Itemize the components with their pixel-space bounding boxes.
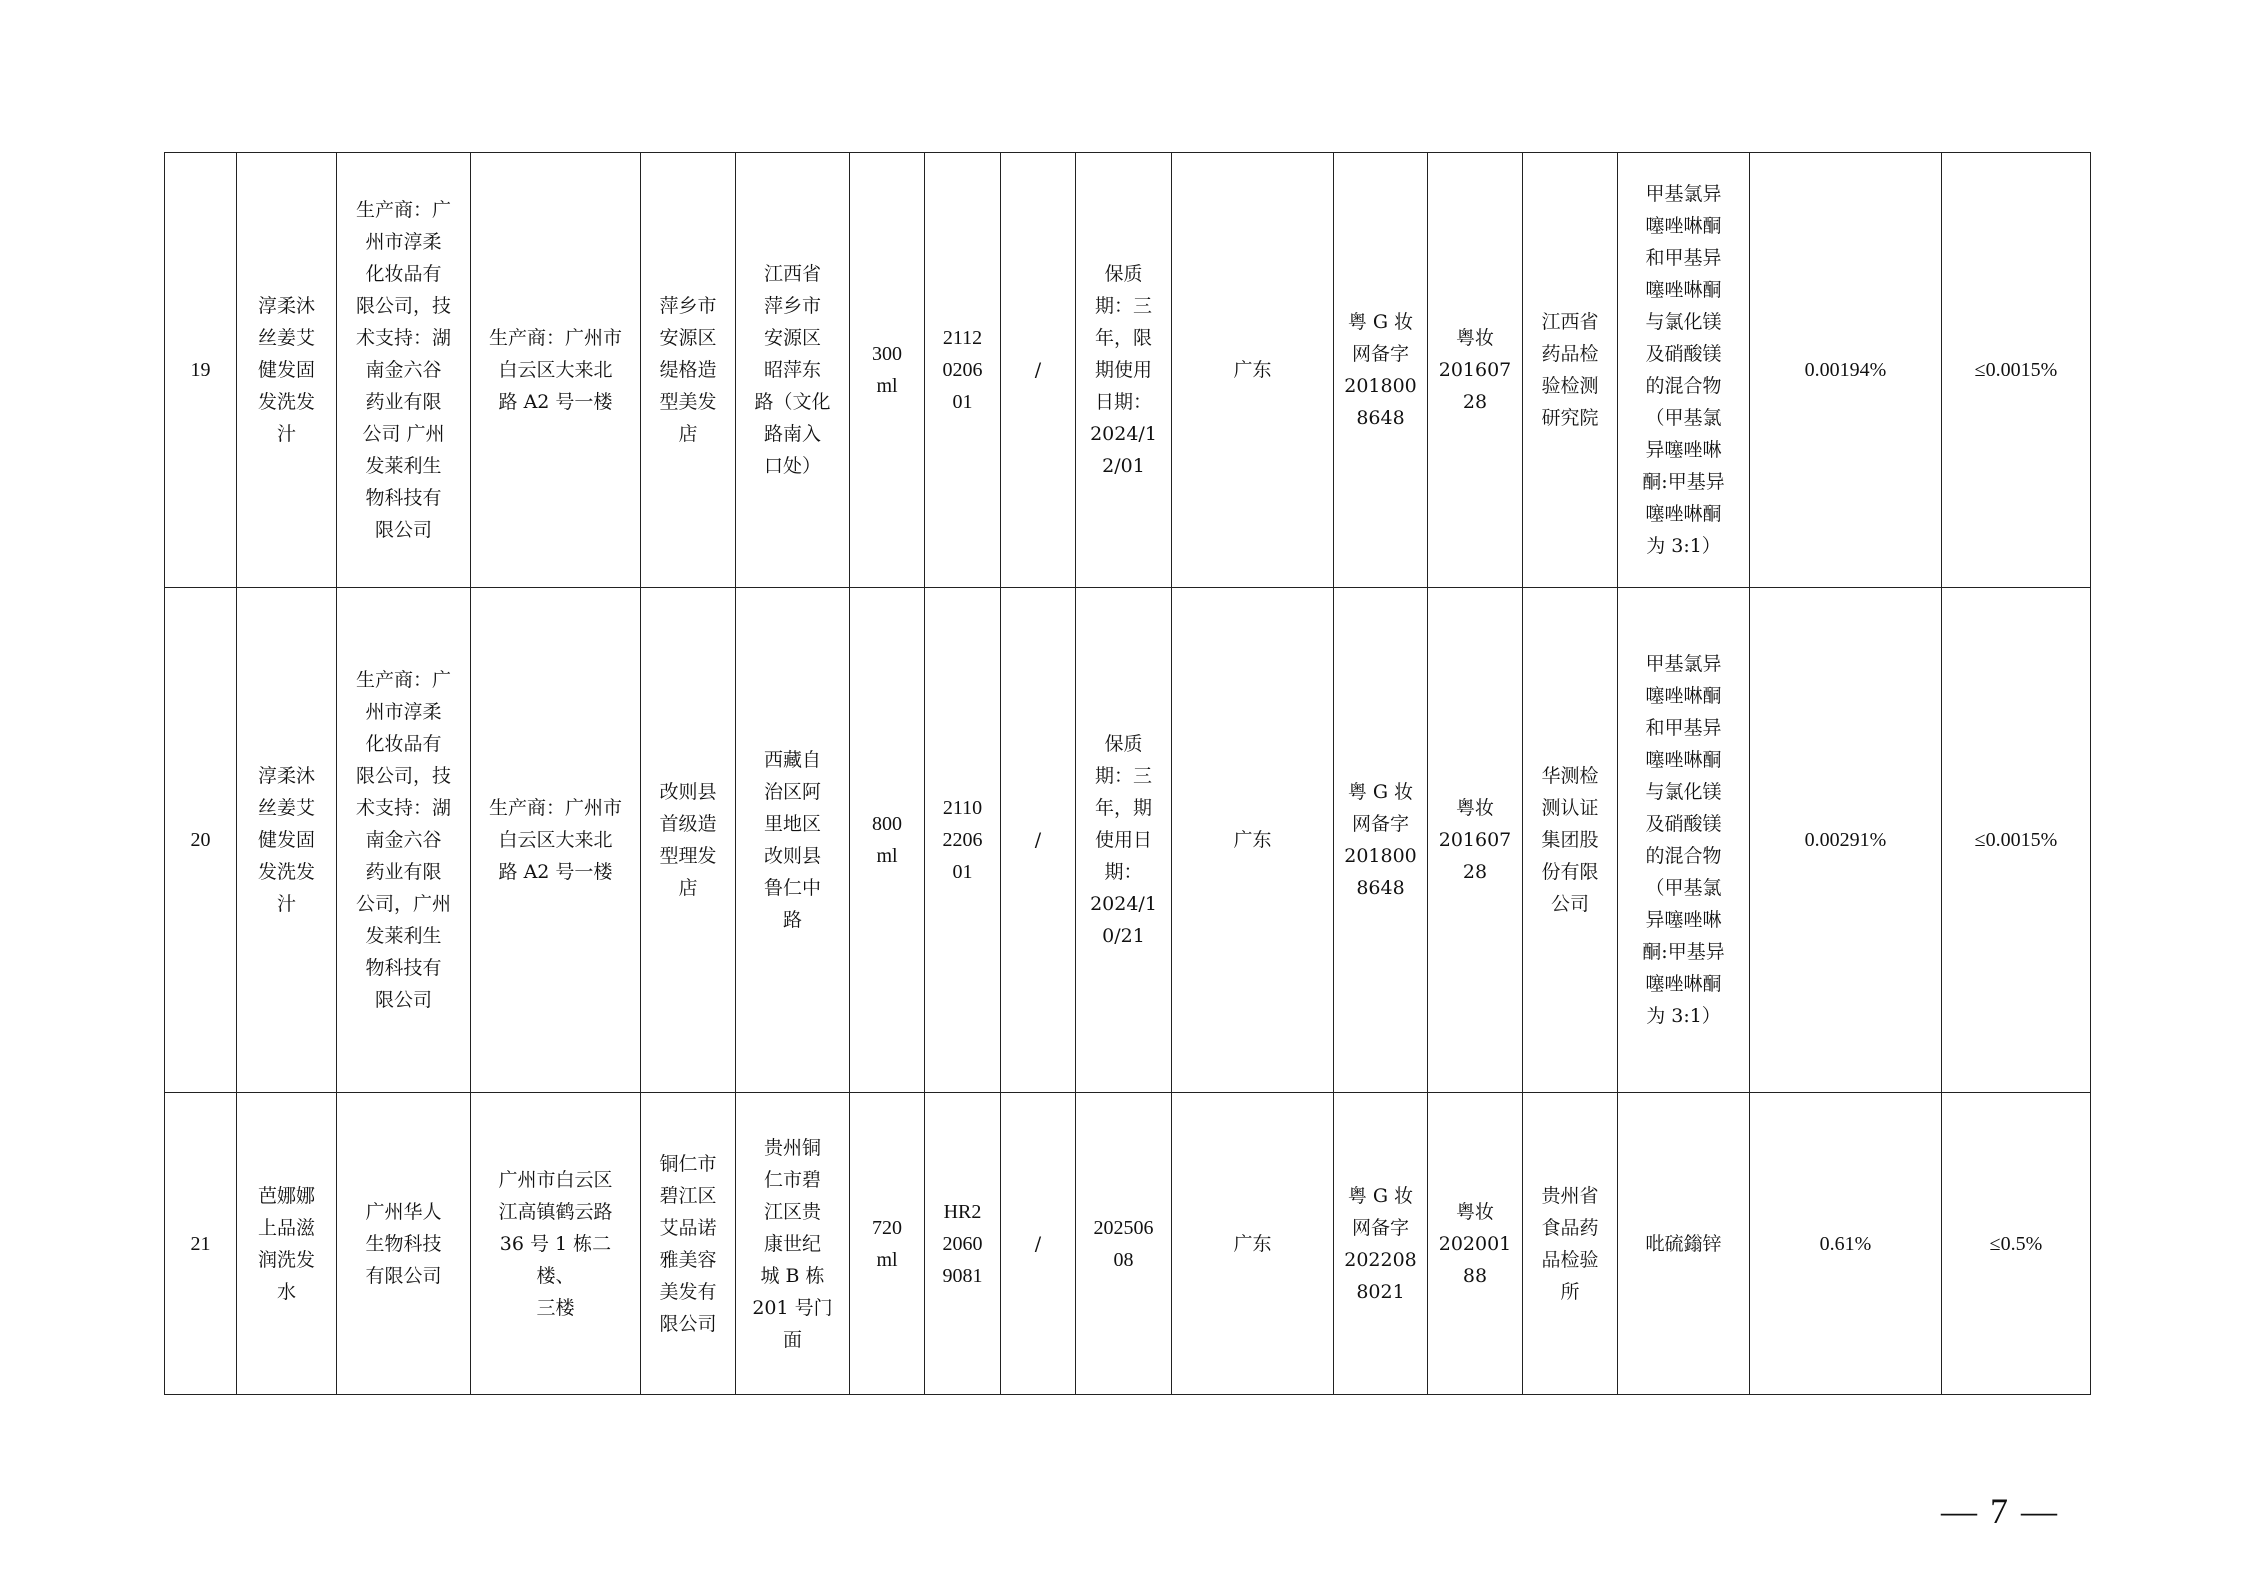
testing-lab: 华测检 测认证 集团股 份有限 公司 xyxy=(1523,588,1618,1093)
testing-lab: 贵州省 食品药 品检验 所 xyxy=(1523,1093,1618,1395)
manufacturer-address: 生产商：广州市 白云区大来北 路 A2 号一楼 xyxy=(471,588,641,1093)
manufacturer-province: 广东 xyxy=(1172,588,1334,1093)
production-date: 保质 期：三 年，限 期使用 日期： 2024/1 2/01 xyxy=(1076,153,1172,588)
nonconforming-item: 甲基氯异 噻唑啉酮 和甲基异 噻唑啉酮 与氯化镁 及硝酸镁 的混合物 （甲基氯 异噻唑啉 酮:甲基异 噻唑啉酮 为 3:1） xyxy=(1618,588,1750,1093)
inspection-results-table xyxy=(164,152,2091,1395)
page-number: — 7 — xyxy=(1941,1491,2059,1531)
production-date: 202506 08 xyxy=(1076,1093,1172,1395)
specification: 720 ml xyxy=(850,1093,925,1395)
batch-number: 2112 0206 01 xyxy=(925,153,1001,588)
production-date: 保质 期：三 年，期 使用日 期： 2024/1 0/21 xyxy=(1076,588,1172,1093)
manufacturer-province: 广东 xyxy=(1172,153,1334,588)
empty-cell: / xyxy=(1001,588,1076,1093)
test-result: 0.61% xyxy=(1750,1093,1942,1395)
filing-number: 粤 G 妆 网备字 201800 8648 xyxy=(1334,153,1428,588)
batch-number: HR2 2060 9081 xyxy=(925,1093,1001,1395)
table-row xyxy=(165,1093,2091,1395)
production-license: 粤妆 201607 28 xyxy=(1428,588,1523,1093)
testing-lab: 江西省 药品检 验检测 研究院 xyxy=(1523,153,1618,588)
product-name: 淳柔沐 丝姜艾 健发固 发洗发 汁 xyxy=(237,588,337,1093)
manufacturer: 广州华人 生物科技 有限公司 xyxy=(337,1093,471,1395)
row-number: 21 xyxy=(165,1093,237,1395)
row-number: 19 xyxy=(165,153,237,588)
manufacturer: 生产商：广 州市淳柔 化妆品有 限公司，技 术支持：湖 南金六谷 药业有限 公司 广州 发莱利生 物科技有 限公司 xyxy=(337,153,471,588)
sampled-store: 铜仁市 碧江区 艾品诺 雅美容 美发有 限公司 xyxy=(641,1093,736,1395)
row-number: 20 xyxy=(165,588,237,1093)
table-row xyxy=(165,153,2091,588)
production-license: 粤妆 201607 28 xyxy=(1428,153,1523,588)
sampled-store: 改则县 首级造 型理发 店 xyxy=(641,588,736,1093)
specification: 800 ml xyxy=(850,588,925,1093)
empty-cell: / xyxy=(1001,153,1076,588)
product-name: 芭娜娜 上品滋 润洗发 水 xyxy=(237,1093,337,1395)
manufacturer-address: 广州市白云区 江高镇鹤云路 36 号 1 栋二楼、 三楼 xyxy=(471,1093,641,1395)
nonconforming-item: 吡硫鎓锌 xyxy=(1618,1093,1750,1395)
test-result: 0.00291% xyxy=(1750,588,1942,1093)
standard-limit: ≤0.0015% xyxy=(1942,588,2091,1093)
sampled-store: 萍乡市 安源区 缇格造 型美发 店 xyxy=(641,153,736,588)
store-address: 贵州铜 仁市碧 江区贵 康世纪 城 B 栋 201 号门 面 xyxy=(736,1093,850,1395)
manufacturer: 生产商：广 州市淳柔 化妆品有 限公司，技 术支持：湖 南金六谷 药业有限 公司，广州 发莱利生 物科技有 限公司 xyxy=(337,588,471,1093)
store-address: 西藏自 治区阿 里地区 改则县 鲁仁中 路 xyxy=(736,588,850,1093)
standard-limit: ≤0.5% xyxy=(1942,1093,2091,1395)
production-license: 粤妆 202001 88 xyxy=(1428,1093,1523,1395)
standard-limit: ≤0.0015% xyxy=(1942,153,2091,588)
nonconforming-item: 甲基氯异 噻唑啉酮 和甲基异 噻唑啉酮 与氯化镁 及硝酸镁 的混合物 （甲基氯 异噻唑啉 酮:甲基异 噻唑啉酮 为 3:1） xyxy=(1618,153,1750,588)
test-result: 0.00194% xyxy=(1750,153,1942,588)
filing-number: 粤 G 妆 网备字 201800 8648 xyxy=(1334,588,1428,1093)
manufacturer-address: 生产商：广州市 白云区大来北 路 A2 号一楼 xyxy=(471,153,641,588)
batch-number: 2110 2206 01 xyxy=(925,588,1001,1093)
manufacturer-province: 广东 xyxy=(1172,1093,1334,1395)
table-row xyxy=(165,588,2091,1093)
specification: 300 ml xyxy=(850,153,925,588)
empty-cell: / xyxy=(1001,1093,1076,1395)
filing-number: 粤 G 妆 网备字 202208 8021 xyxy=(1334,1093,1428,1395)
product-name: 淳柔沐 丝姜艾 健发固 发洗发 汁 xyxy=(237,153,337,588)
store-address: 江西省 萍乡市 安源区 昭萍东 路（文化 路南入 口处） xyxy=(736,153,850,588)
